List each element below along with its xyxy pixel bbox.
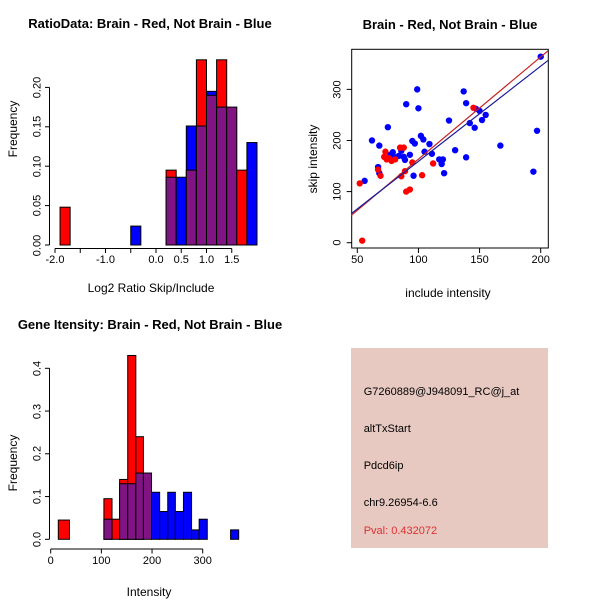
info-gene-name: Pdcd6ip [363, 460, 404, 473]
ratio_hist-y-tick-label: 0.15 [31, 116, 44, 138]
intensity_scatter-point-not-brain [482, 112, 488, 118]
ratio-hist-xlabel: Log2 Ratio Skip/Include [87, 281, 215, 295]
ratio_hist-x-tick-label: 1.0 [198, 254, 215, 266]
intensity_scatter-point-not-brain [471, 125, 477, 131]
gene_hist-y-tick-label: 0.1 [31, 488, 44, 505]
gene_hist-y-tick-label: 0.4 [31, 360, 44, 376]
gene_hist-bar-overlap [120, 484, 128, 540]
intensity_scatter-point-brain [470, 105, 476, 111]
info-event-type: altTxStart [363, 423, 411, 436]
intensity_scatter-point-not-brain [412, 140, 418, 146]
intensity_scatter-point-brain [357, 180, 363, 186]
gene_hist-y-tick-label: 0.3 [31, 403, 44, 419]
ratio_hist-bar-blue [131, 226, 141, 245]
gene_hist-x-tick-label: 0 [47, 554, 54, 567]
intensity_scatter-point-brain [401, 144, 407, 150]
ratio_hist-bar-overlap [196, 126, 206, 245]
ratio-hist-title: RatioData: Brain - Red, Not Brain - Blue [28, 16, 272, 31]
intensity_scatter-point-not-brain [426, 141, 432, 147]
gene-hist-title: Gene Itensity: Brain - Red, Not Brain - Blue [17, 317, 283, 332]
ratio_hist-bar-overlap [207, 95, 217, 245]
intensity_scatter-y-tick-label: 300 [331, 80, 344, 99]
gene_hist-x-tick-label: 300 [193, 554, 212, 567]
ratio_hist-x-tick-label: 1.5 [224, 254, 240, 266]
intensity_scatter-point-brain [407, 186, 413, 192]
ratio_hist-x-tick-label: -1.0 [96, 254, 115, 266]
ratio_hist-bar-overlap [227, 107, 237, 245]
intensity_scatter-point-not-brain [534, 128, 540, 134]
gene_hist-bar-blue [168, 492, 176, 539]
intensity_scatter-point-not-brain [530, 168, 536, 174]
intensity_scatter-plot-box [352, 49, 549, 248]
intensity_scatter-not-brain-fit-line [351, 60, 548, 213]
info-location: chr9.26954-6.6 [363, 497, 438, 510]
gene_hist-y-tick-label: 0.2 [31, 446, 44, 462]
intensity_scatter-point-not-brain [440, 156, 446, 162]
ratio_hist-x-tick-label: 0.0 [148, 254, 164, 266]
intensity_scatter-point-not-brain [376, 142, 382, 148]
intensity_scatter-point-not-brain [414, 86, 420, 92]
gene_hist-bar-blue [192, 530, 200, 539]
ratio_hist-y-tick-label: 0.20 [31, 76, 44, 99]
gene_hist-bar-overlap [143, 473, 151, 539]
intensity_scatter-point-not-brain [369, 137, 375, 143]
intensity_scatter-x-tick-label: 200 [531, 254, 550, 266]
intensity_scatter-point-not-brain [479, 117, 485, 123]
ratio_hist-bar-blue [247, 143, 257, 245]
ratio_hist-y-tick-label: 0.10 [31, 155, 44, 177]
intensity_scatter-point-brain [375, 166, 381, 172]
gene_hist-y-tick-label: 0.0 [31, 531, 44, 547]
info-pval: Pval: 0.432072 [363, 525, 438, 538]
intensity_scatter-point-not-brain [407, 152, 413, 158]
intensity_scatter-point-brain [377, 173, 383, 179]
intensity_scatter-point-not-brain [463, 100, 469, 106]
intensity_scatter-point-not-brain [497, 142, 503, 148]
gene_hist-x-tick-label: 100 [92, 554, 111, 567]
intensity_scatter-point-not-brain [446, 117, 452, 123]
intensity_scatter-y-tick-label: 0 [331, 239, 344, 246]
intensity_scatter-point-brain [359, 237, 365, 243]
scatter-title: Brain - Red, Not Brain - Blue [362, 17, 538, 32]
intensity_scatter-point-not-brain [452, 147, 458, 153]
intensity_scatter-point-not-brain [460, 88, 466, 94]
ratio_hist-x-tick-label: 0.5 [173, 254, 189, 266]
intensity_scatter-point-not-brain [403, 101, 409, 107]
ratio_hist-y-tick-label: 0.05 [31, 194, 44, 217]
gene_hist-bar-overlap [128, 484, 136, 540]
ratio_hist-bar-overlap [186, 170, 196, 245]
intensity_scatter-point-not-brain [441, 170, 447, 176]
intensity_scatter-point-not-brain [415, 105, 421, 111]
intensity_scatter-y-tick-label: 100 [331, 182, 344, 201]
intensity_scatter-point-brain [419, 172, 425, 178]
info-probe-id: G7260889@J948091_RC@j_at [363, 386, 520, 399]
gene-hist-ylabel: Frequency [6, 434, 20, 492]
gene_hist-bar-blue [231, 530, 239, 539]
gene_hist-bar-blue [175, 512, 183, 540]
intensity_scatter-x-tick-label: 50 [351, 254, 364, 266]
ratio_hist-y-tick-label: 0.00 [31, 234, 44, 256]
intensity_scatter-x-tick-label: 100 [409, 254, 428, 266]
intensity_scatter-point-not-brain [463, 154, 469, 160]
gene_hist-bar-red [58, 520, 69, 539]
gene_hist-bar-blue [199, 519, 207, 539]
scatter-xlabel: include intensity [405, 286, 491, 300]
gene-hist-xlabel: Intensity [126, 585, 172, 599]
scatter-ylabel: skip intensity [306, 124, 320, 194]
info-panel [351, 348, 549, 548]
gene_hist-bar-overlap [136, 473, 144, 539]
intensity_scatter-y-tick-label: 200 [331, 131, 344, 150]
intensity_scatter-point-not-brain [385, 124, 391, 130]
ratio_hist-bar-blue [176, 177, 186, 245]
gene_hist-bar-blue [183, 492, 191, 539]
ratio_hist-bar-red [60, 207, 70, 245]
ratio-hist-ylabel: Frequency [6, 100, 20, 158]
intensity_scatter-point-brain [392, 156, 398, 162]
gene_hist-bar-blue [152, 492, 160, 539]
intensity_scatter-point-not-brain [420, 136, 426, 142]
intensity_scatter-x-tick-label: 150 [470, 254, 489, 266]
intensity_scatter-point-not-brain [410, 173, 416, 179]
ratio_hist-bar-overlap [217, 107, 227, 245]
gene_hist-bar-blue [160, 512, 168, 540]
gene_hist-bar-overlap [104, 519, 112, 539]
intensity_scatter-point-brain [430, 160, 436, 166]
ratio_hist-bar-red [237, 170, 247, 245]
gene_hist-x-tick-label: 200 [142, 554, 162, 567]
intensity_scatter-point-not-brain [402, 157, 408, 163]
ratio_hist-bar-overlap [166, 177, 176, 245]
gene_hist-bar-red [112, 519, 120, 539]
ratio_hist-x-tick-label: -2.0 [45, 254, 65, 266]
